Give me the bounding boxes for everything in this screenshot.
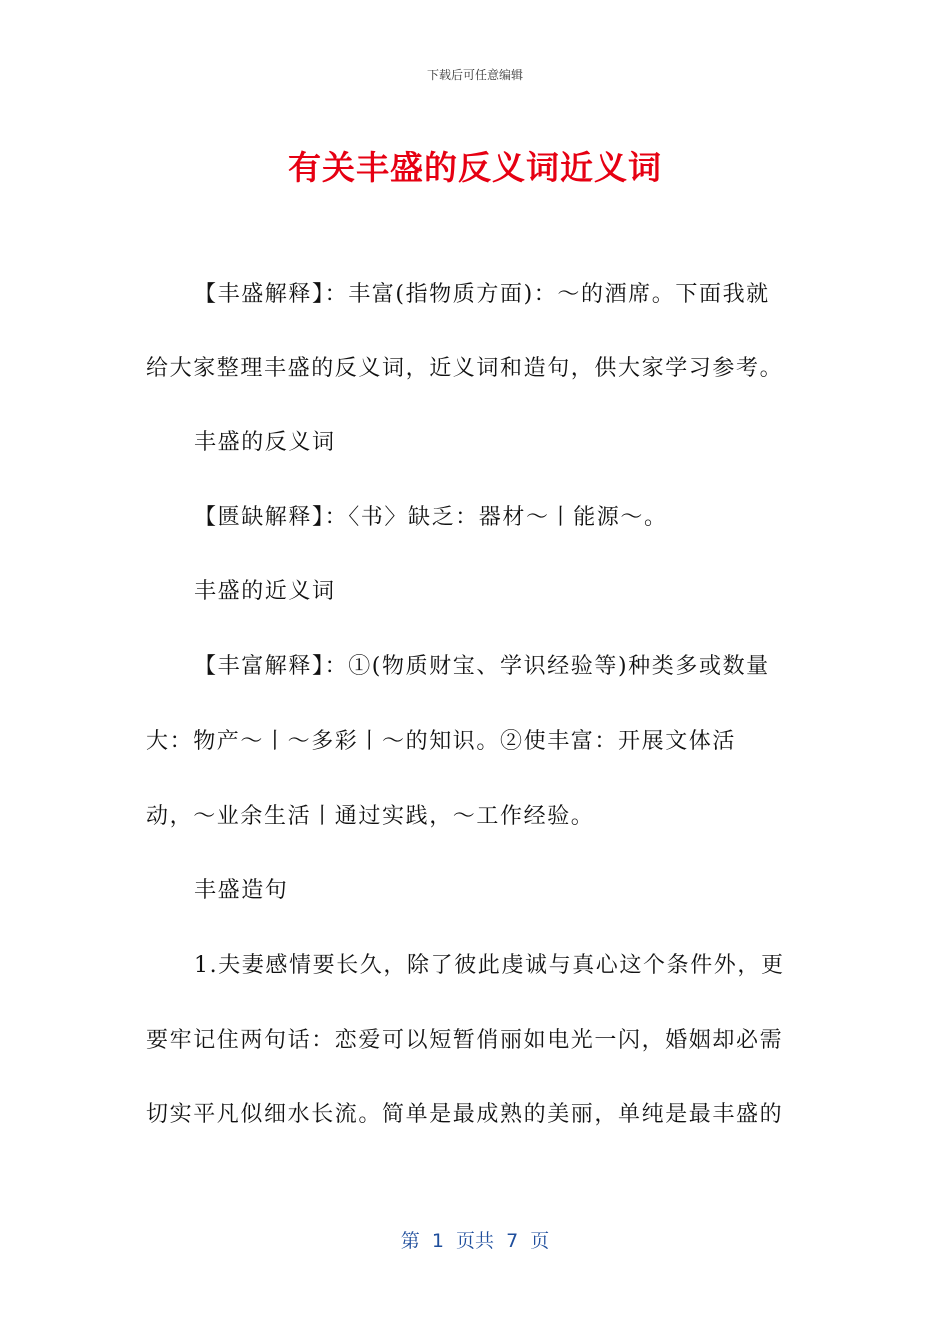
paragraph-line: 要牢记住两句话：恋爱可以短暂俏丽如电光一闪，婚姻却必需 — [146, 1028, 784, 1053]
paragraph-line: 给大家整理丰盛的反义词，近义词和造句，供大家学习参考。 — [146, 356, 784, 381]
section-heading-synonym: 丰盛的近义词 — [194, 579, 336, 604]
paragraph-line: 动，～业余生活丨通过实践，～工作经验。 — [146, 804, 595, 829]
document-title: 有关丰盛的反义词近义词 — [288, 148, 662, 187]
paragraph-line: 1.夫妻感情要长久，除了彼此虔诚与真心这个条件外，更 — [194, 953, 785, 978]
paragraph-line: 【丰盛解释】：丰富(指物质方面)：～的酒席。下面我就 — [194, 282, 770, 307]
paragraph-line: 【匮缺解释】：〈书〉缺乏：器材～丨能源～。 — [194, 505, 668, 530]
page-number-footer: 第 1 页共 7 页 — [400, 1230, 550, 1252]
paragraph-line: 【丰富解释】：①(物质财宝、学识经验等)种类多或数量 — [194, 654, 770, 679]
section-heading-sentences: 丰盛造句 — [194, 878, 289, 903]
section-heading-antonym: 丰盛的反义词 — [194, 430, 336, 455]
paragraph-line: 切实平凡似细水长流。简单是最成熟的美丽，单纯是最丰盛的 — [146, 1102, 784, 1127]
paragraph-line: 大：物产～丨～多彩丨～的知识。②使丰富：开展文体活 — [146, 729, 737, 754]
header-note: 下载后可任意编辑 — [426, 68, 523, 82]
